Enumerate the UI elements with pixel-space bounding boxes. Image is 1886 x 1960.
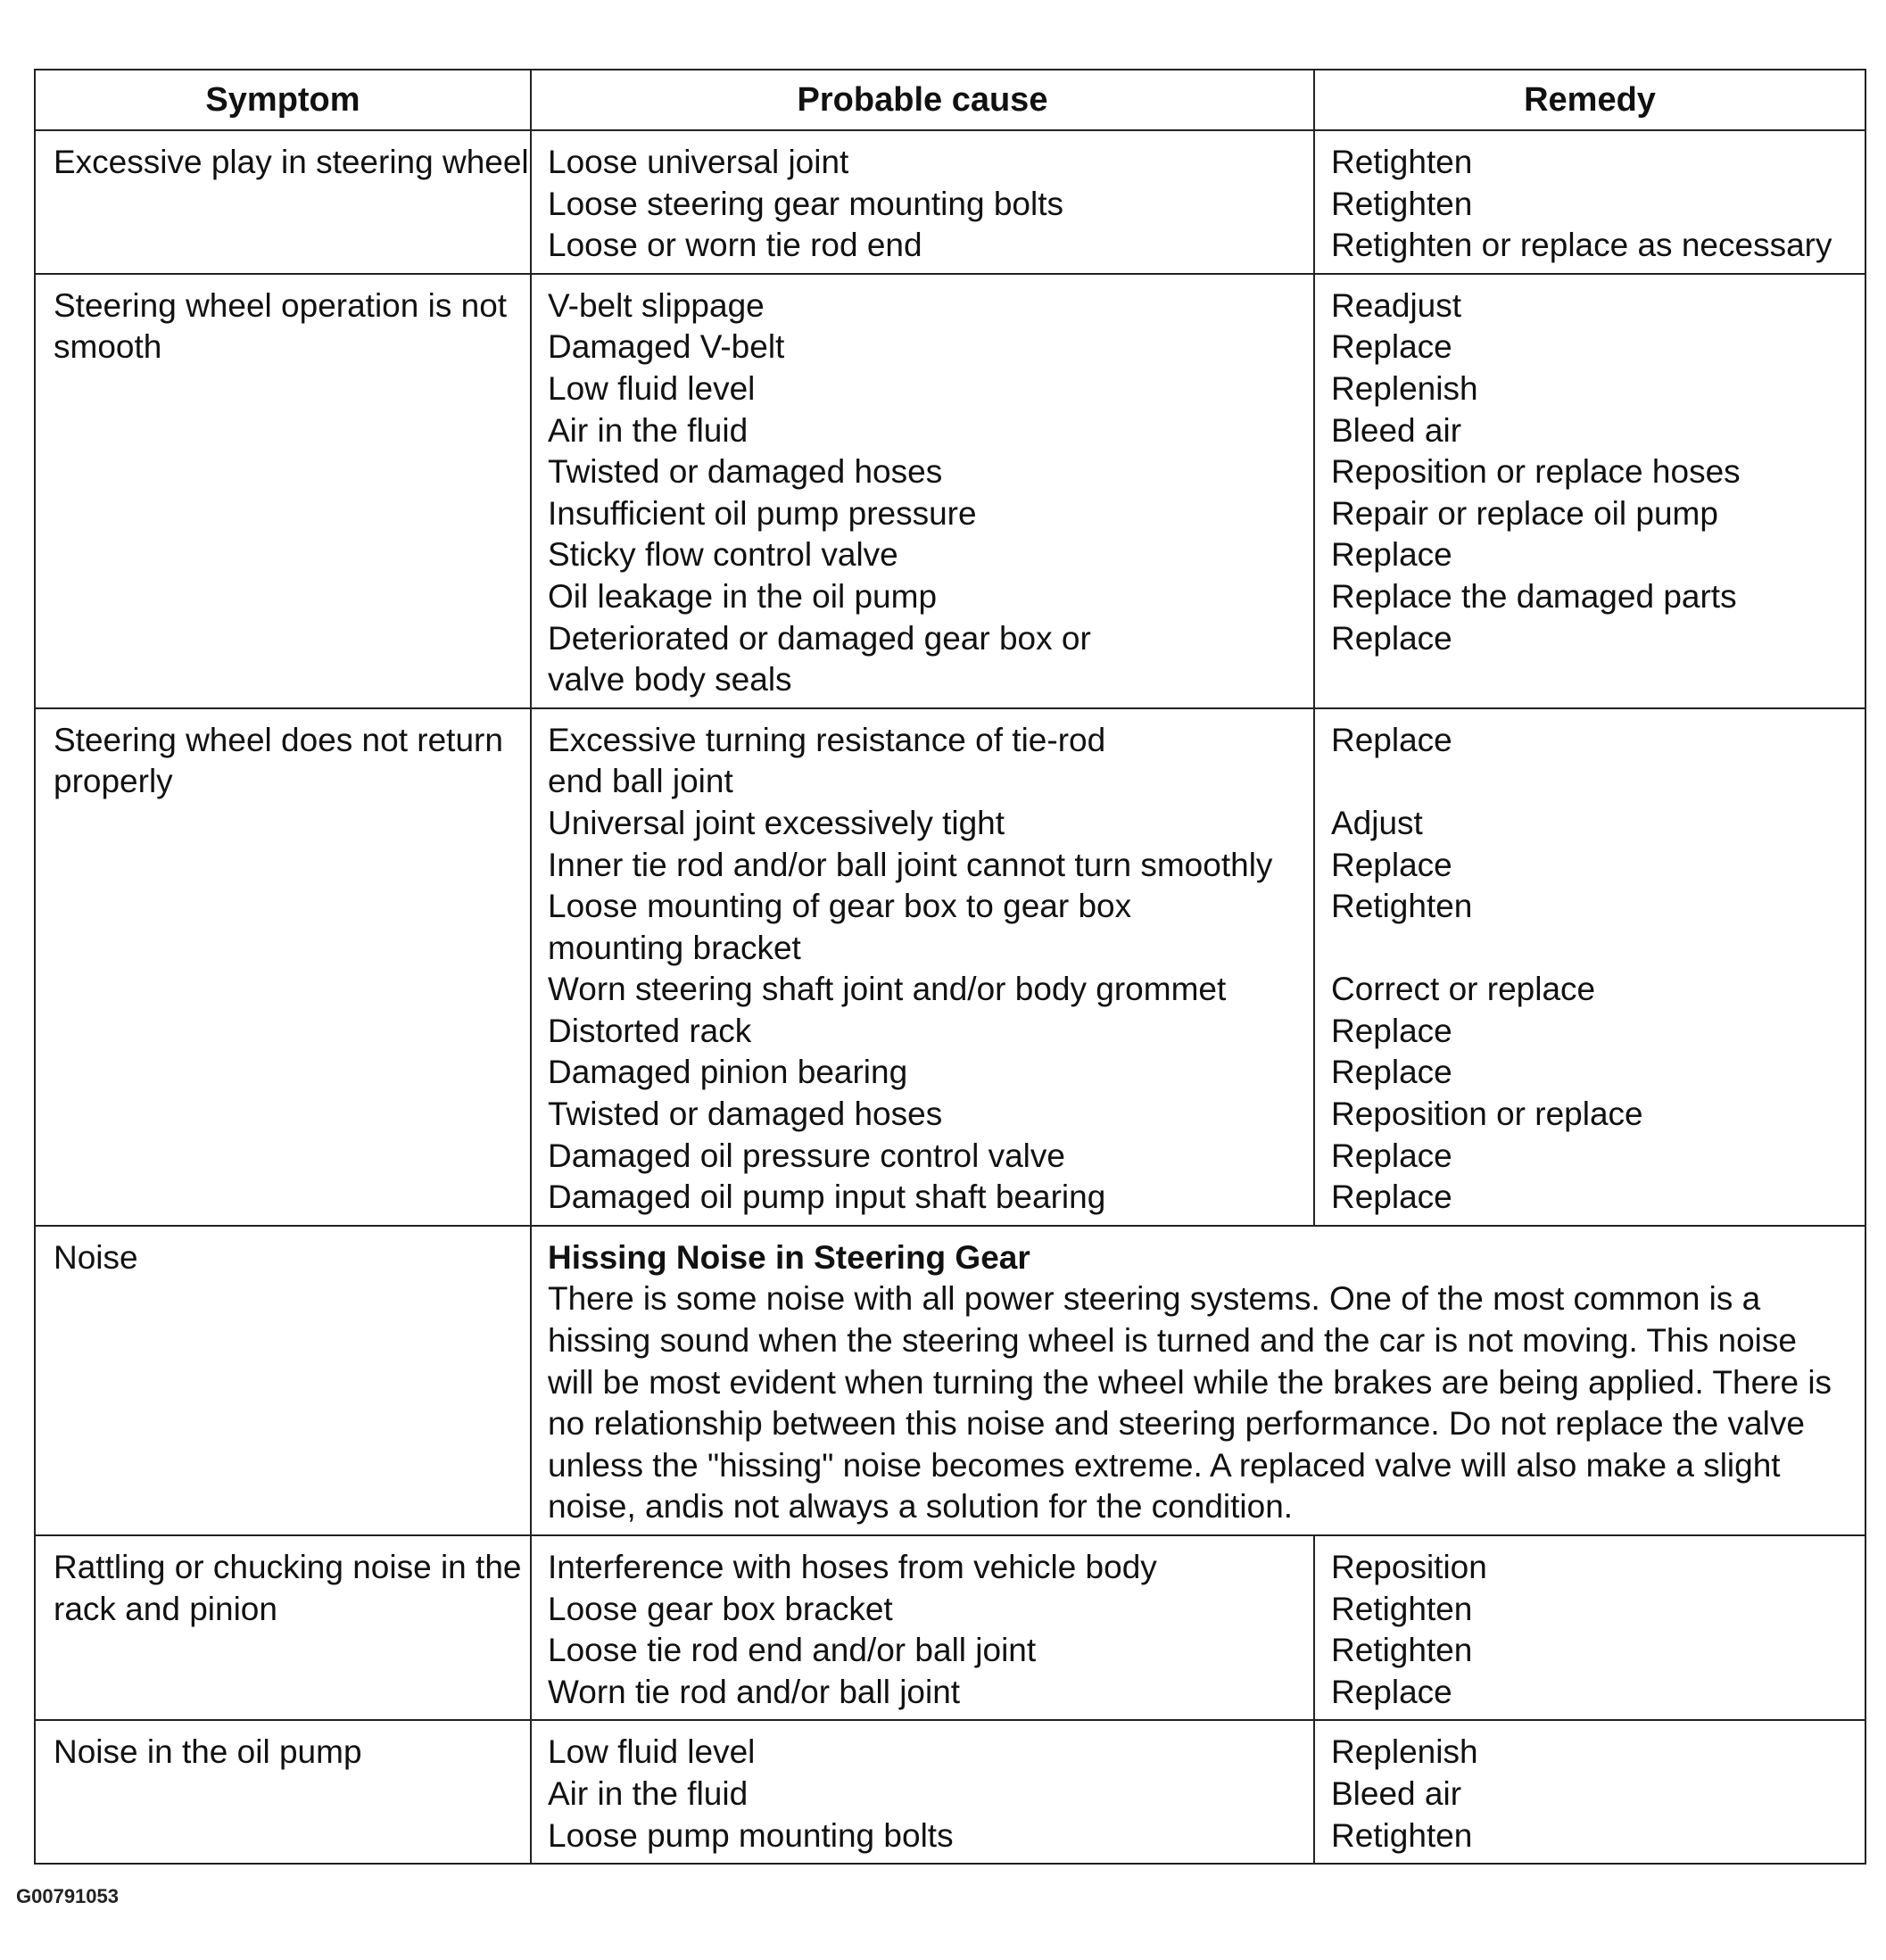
cause-line: Loose universal joint [548,144,849,180]
remedy-line: Readjust [1331,286,1462,324]
cause-line: Low fluid level [548,369,756,407]
cause-line: Damaged oil pump input shaft bearing [548,1178,1106,1216]
cause-line: Excessive turning resistance of tie-rod [548,721,1106,758]
remedy-line: Reposition or replace [1331,1096,1643,1133]
cause-line: Loose pump mounting bolts [548,1816,954,1854]
cause-line: V-belt slippage [548,286,765,324]
remedy-line: Replace [1331,1178,1452,1216]
remedy-line: Replace [1331,721,1452,758]
symptom-cell: Noise in the oil pump [35,1720,531,1864]
remedy-line: Reposition [1331,1549,1487,1585]
remedy-cell [1314,130,1865,274]
cause-cell [531,708,1314,1226]
cause-line: Damaged V-belt [548,328,785,366]
remedy-line: Replace [1331,536,1452,574]
table-row [35,1720,1865,1864]
remedy-cell [1314,1535,1865,1720]
cause-line: Twisted or damaged hoses [548,453,943,491]
remedy-line: Bleed air [1331,1774,1462,1812]
remedy-line: Replace the damaged parts [1331,577,1737,615]
cause-line: Oil leakage in the oil pump [548,577,938,615]
remedy-line: Replace [1331,328,1452,366]
table-row [35,130,1865,274]
cause-cell [531,1720,1314,1864]
table-row [35,1226,1865,1535]
cause-line: Worn tie rod and/or ball joint [548,1673,961,1710]
remedy-line: Replace [1331,619,1452,657]
remedy-cell [1314,708,1865,1226]
cause-cell [531,1535,1314,1720]
cause-line: Loose gear box bracket [548,1590,893,1627]
header-remedy: Remedy [1314,70,1865,130]
cause-line: Damaged pinion bearing [548,1054,908,1091]
cause-line: Loose or worn tie rod end [548,227,922,264]
remedy-line: Reposition or replace hoses [1331,453,1741,491]
remedy-line: Replace [1331,1054,1452,1091]
table-row [35,274,1865,708]
remedy-line: Correct or replace [1331,971,1596,1008]
cause-line: Deteriorated or damaged gear box or [548,619,1091,657]
remedy-line [1331,761,1865,803]
remedy-line [1331,659,1865,701]
table-body [35,130,1865,1864]
cause-line: Loose tie rod end and/or ball joint [548,1632,1037,1669]
cause-line: Low fluid level [548,1733,756,1771]
figure-id: G00791053 [16,1885,119,1907]
cause-line: Twisted or damaged hoses [548,1096,943,1133]
remedy-line: Replace [1331,1673,1452,1710]
symptom-cell: Steering wheel operation is not smooth [35,274,531,708]
cause-line: valve body seals [548,661,792,699]
cause-line: Universal joint excessively tight [548,804,1005,841]
header-row [35,70,1865,130]
cause-line: mounting bracket [548,929,801,966]
header-symptom: Symptom [35,70,531,130]
note-body: There is some noise with all power steering systems. One of the most common is a hissing sound when the steering wheel is turned and the car is not moving. This noise will be most evident when turning the wheel while the brakes are being applied. There is no relationship between this noise and steering performance. Do not replace the valve unless the "hissing" noise becomes extreme. A replaced valve will also make a slight noise, andis not always a solution for the condition. [548,1280,1832,1526]
table-row [35,708,1865,1226]
remedy-line: Retighten [1331,185,1473,222]
cause-line: Loose steering gear mounting bolts [548,185,1063,222]
symptom-cell: Noise [35,1226,531,1535]
cause-line: end ball joint [548,763,733,800]
troubleshooting-table [34,69,1866,1865]
cause-cell [531,130,1314,274]
remedy-line: Retighten [1331,1816,1473,1854]
cause-line: Inner tie rod and/or ball joint cannot turn smoothly [548,846,1273,883]
cause-line: Interference with hoses from vehicle body [548,1549,1157,1585]
note-title: Hissing Noise in Steering Gear [548,1238,1030,1276]
remedy-line: Retighten [1331,888,1473,925]
cause-line: Loose mounting of gear box to gear box [548,888,1132,925]
cause-line: Air in the fluid [548,1774,749,1812]
cause-line: Distorted rack [548,1012,752,1049]
symptom-cell: Rattling or chucking noise in the rack and pinion [35,1535,531,1720]
remedy-line: Retighten [1331,144,1473,180]
remedy-line: Replace [1331,1137,1452,1174]
remedy-line: Replenish [1331,369,1478,407]
remedy-line: Retighten [1331,1632,1473,1669]
cause-line: Worn steering shaft joint and/or body grommet [548,971,1227,1008]
remedy-line: Retighten [1331,1590,1473,1627]
remedy-line: Replace [1331,846,1452,883]
cause-line: Sticky flow control valve [548,536,898,574]
remedy-line: Adjust [1331,804,1423,841]
cause-line: Damaged oil pressure control valve [548,1137,1065,1174]
header-probable-cause: Probable cause [531,70,1314,130]
remedy-line: Replace [1331,1012,1452,1049]
remedy-cell [1314,1720,1865,1864]
remedy-line: Bleed air [1331,411,1462,449]
table-row [35,1535,1865,1720]
symptom-cell: Excessive play in steering wheel [35,130,531,274]
cause-cell [531,274,1314,708]
note-cell [531,1226,1865,1535]
remedy-cell [1314,274,1865,708]
remedy-line: Replenish [1331,1733,1478,1771]
cause-line: Air in the fluid [548,411,749,449]
remedy-line: Retighten or replace as necessary [1331,227,1832,264]
remedy-line: Repair or replace oil pump [1331,494,1718,532]
cause-line: Insufficient oil pump pressure [548,494,977,532]
symptom-cell: Steering wheel does not return properly [35,708,531,1226]
remedy-line [1331,928,1865,970]
